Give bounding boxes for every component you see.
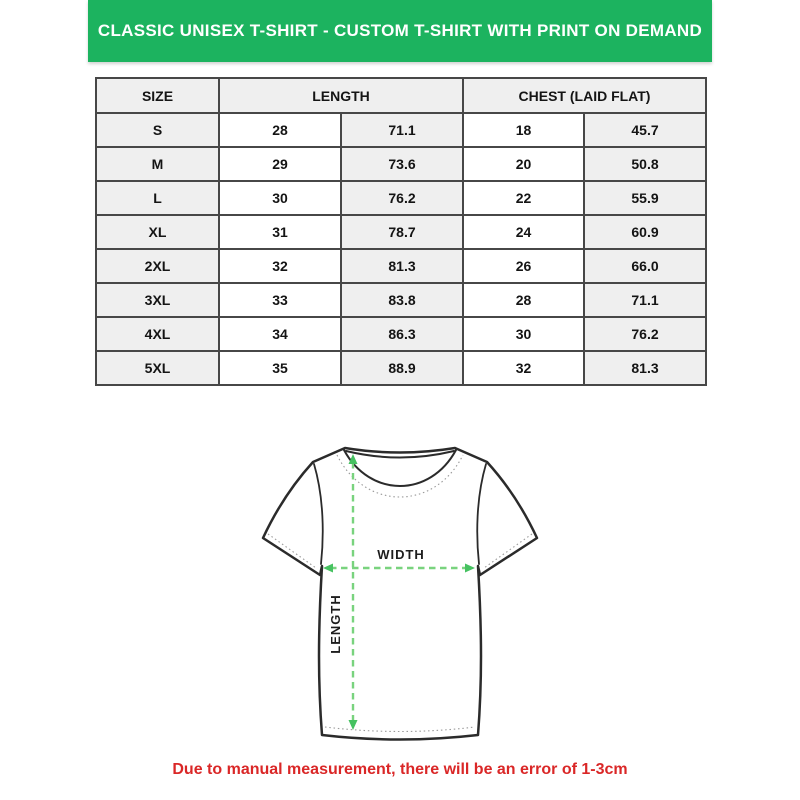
size-cell: XL <box>96 215 219 249</box>
table-row <box>96 181 706 215</box>
value-cell: 24 <box>463 215 584 249</box>
size-cell: 4XL <box>96 317 219 351</box>
column-header-chest: CHEST (LAID FLAT) <box>463 78 706 113</box>
table-row <box>96 113 706 147</box>
column-header-size: SIZE <box>96 78 219 113</box>
value-cell: 32 <box>219 249 341 283</box>
value-cell: 71.1 <box>341 113 463 147</box>
value-cell: 83.8 <box>341 283 463 317</box>
title-banner <box>88 0 712 62</box>
value-cell: 20 <box>463 147 584 181</box>
value-cell: 78.7 <box>341 215 463 249</box>
value-cell: 76.2 <box>584 317 706 351</box>
value-cell: 34 <box>219 317 341 351</box>
table-row <box>96 249 706 283</box>
table-row <box>96 351 706 385</box>
value-cell: 50.8 <box>584 147 706 181</box>
size-cell: M <box>96 147 219 181</box>
value-cell: 86.3 <box>341 317 463 351</box>
table-row <box>96 147 706 181</box>
width-label: WIDTH <box>377 547 425 562</box>
value-cell: 88.9 <box>341 351 463 385</box>
value-cell: 30 <box>219 181 341 215</box>
value-cell: 55.9 <box>584 181 706 215</box>
value-cell: 35 <box>219 351 341 385</box>
value-cell: 81.3 <box>341 249 463 283</box>
value-cell: 71.1 <box>584 283 706 317</box>
table-row <box>96 317 706 351</box>
table-row <box>96 283 706 317</box>
length-label: LENGTH <box>328 594 343 654</box>
value-cell: 45.7 <box>584 113 706 147</box>
header-row <box>96 78 706 113</box>
page-title: CLASSIC UNISEX T-SHIRT - CUSTOM T-SHIRT WITH PRINT ON DEMAND <box>97 21 703 40</box>
value-cell: 18 <box>463 113 584 147</box>
value-cell: 26 <box>463 249 584 283</box>
value-cell: 81.3 <box>584 351 706 385</box>
size-cell: 2XL <box>96 249 219 283</box>
size-cell: 3XL <box>96 283 219 317</box>
value-cell: 33 <box>219 283 341 317</box>
value-cell: 73.6 <box>341 147 463 181</box>
value-cell: 29 <box>219 147 341 181</box>
size-table <box>95 77 707 386</box>
size-cell: S <box>96 113 219 147</box>
value-cell: 28 <box>463 283 584 317</box>
size-table-body <box>96 113 706 385</box>
value-cell: 30 <box>463 317 584 351</box>
column-header-length: LENGTH <box>219 78 463 113</box>
measurement-error-note: Due to manual measurement, there will be an error of 1-3cm <box>172 761 628 778</box>
size-cell: L <box>96 181 219 215</box>
value-cell: 22 <box>463 181 584 215</box>
value-cell: 76.2 <box>341 181 463 215</box>
value-cell: 66.0 <box>584 249 706 283</box>
size-cell: 5XL <box>96 351 219 385</box>
value-cell: 32 <box>463 351 584 385</box>
tshirt-measurement-diagram <box>240 428 560 760</box>
value-cell: 28 <box>219 113 341 147</box>
value-cell: 60.9 <box>584 215 706 249</box>
value-cell: 31 <box>219 215 341 249</box>
table-row <box>96 215 706 249</box>
tshirt-outline <box>263 448 537 740</box>
size-table-head <box>96 78 706 113</box>
